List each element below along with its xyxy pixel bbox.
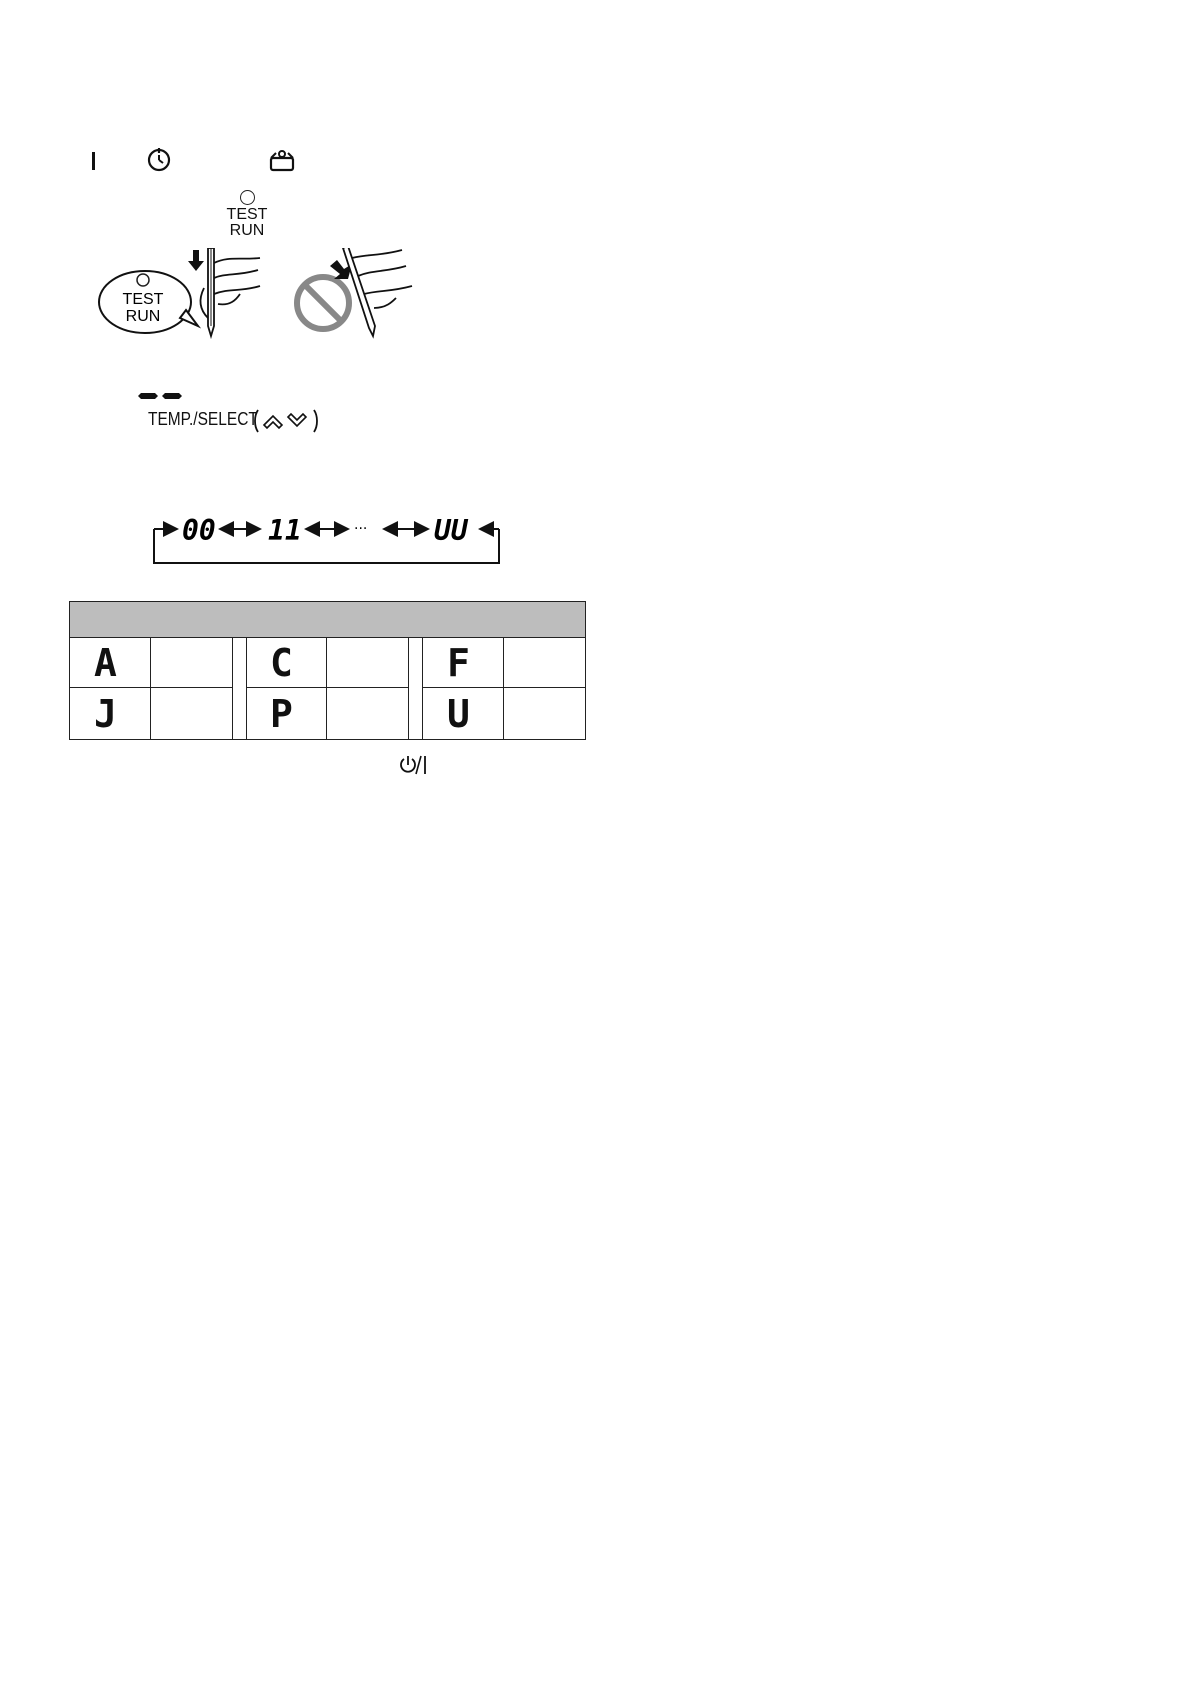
code-letter: J [94,692,117,736]
timer-icon [146,146,172,172]
table-code-cell [270,641,293,685]
code-letter: A [94,641,117,685]
temp-select-label: TEMP./SELECT [148,409,258,429]
press-arrow-icon [188,250,204,271]
row-divider [246,687,408,688]
unit-icon [268,148,296,174]
test-run-led-icon [240,190,255,205]
sequence-ellipsis: ··· [354,521,368,537]
sequence-code-00: 00 [182,515,216,547]
power-on-off-icon [398,755,428,775]
row-divider [422,687,586,688]
code-letter: C [270,641,293,685]
button-callout [99,271,198,333]
col-divider [326,637,327,740]
col-divider [422,637,423,740]
status-bar-icon [88,150,100,174]
sequence-code-11: 11 [268,515,302,547]
up-down-keys-icon [254,408,320,434]
two-dashes-display-icon [136,391,184,401]
table-code-cell [447,641,470,685]
col-divider [150,637,151,740]
test-run-button[interactable] [224,190,270,250]
error-code-table [69,601,586,740]
code-letter: U [447,692,470,736]
table-code-cell [94,641,117,685]
col-divider [408,637,409,740]
test-run-press-illustration [90,248,430,348]
test-run-label-line1: TEST [226,206,268,223]
table-header [70,602,585,638]
pen-icon [208,248,214,336]
col-divider [246,637,247,740]
prohibited-icon [297,277,349,329]
row-divider [70,687,232,688]
table-code-cell [270,692,293,736]
sequence-code-uu: UU [434,515,468,547]
callout-label-line2: RUN [125,308,161,325]
test-run-label-line2: RUN [229,222,265,239]
callout-label-line1: TEST [122,291,164,308]
table-code-cell [94,692,117,736]
code-letter: P [270,692,293,736]
col-divider [232,637,233,740]
col-divider [503,637,504,740]
code-sequence-diagram [150,515,505,565]
table-code-cell [447,692,470,736]
code-letter: F [447,641,470,685]
